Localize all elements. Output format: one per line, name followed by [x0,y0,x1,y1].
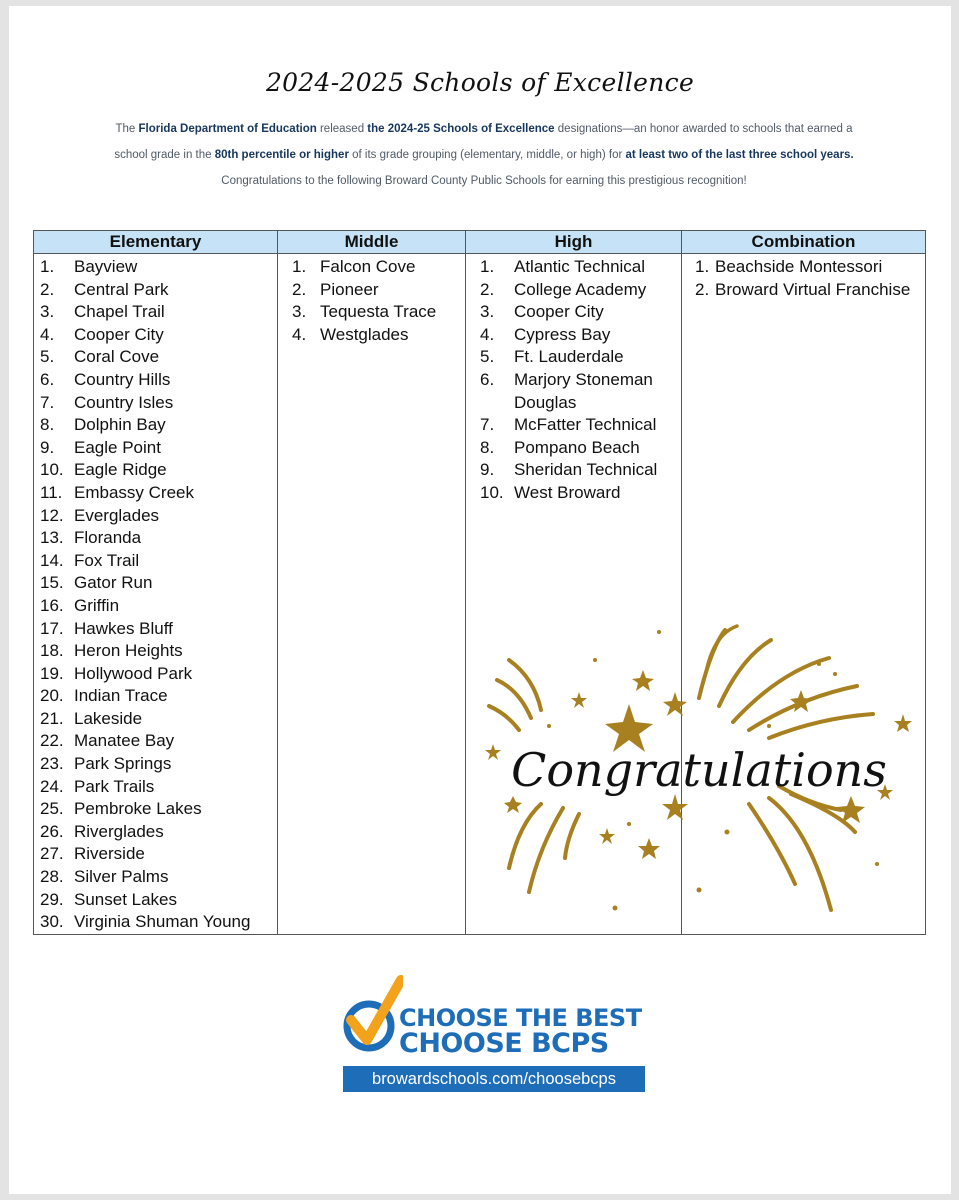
school-name: Country Isles [74,392,174,412]
list-item-number: 8. [40,415,55,435]
school-name: Sunset Lakes [74,889,178,909]
elementary-list-item [34,843,277,866]
school-name: Sheridan Technical [514,460,658,480]
list-item-number: 2. [480,279,495,299]
elementary-list-item [34,505,277,528]
school-name: Fox Trail [74,550,140,570]
elementary-list-item [34,685,277,708]
combination-list-item [682,256,925,279]
elementary-list-item [34,437,277,460]
list-item-number: 15. [40,573,64,593]
header-middle: Middle [278,231,466,254]
list-item-number: 3. [480,302,495,322]
school-name: Griffin [74,595,120,615]
school-name: Broward Virtual Franchise [715,279,911,299]
list-item-number: 21. [40,708,64,728]
intro-bold-1: Florida Department of Education [138,123,317,135]
school-name: Ft. Lauderdale [514,347,624,367]
elementary-list-item [34,618,277,641]
choose-bcps-logo [343,974,653,1094]
elementary-list-item [34,911,277,934]
elementary-list-item [34,708,277,731]
list-item-number: 3. [40,302,55,322]
school-name: Silver Palms [74,867,169,887]
elementary-list-item [34,798,277,821]
elementary-list-item [34,346,277,369]
list-item-number: 10. [480,482,504,502]
list-item-number: 1. [695,257,710,276]
page-title: 2024-2025 Schools of Excellence [265,68,695,97]
school-name: Heron Heights [74,641,183,661]
logo-line-2: CHOOSE BCPS [399,1028,609,1059]
high-list-item [466,369,681,414]
school-name: Riverside [74,844,145,864]
list-item-number: 10. [40,460,64,480]
list-item-number: 4. [480,324,495,344]
school-name: Falcon Cove [320,257,416,276]
intro-text-1: The [115,123,139,135]
table-header-row [34,231,926,254]
high-list [466,256,681,505]
school-name: West Broward [514,482,621,502]
elementary-list-item [34,572,277,595]
list-item-number: 22. [40,731,64,751]
high-list-item [466,279,681,302]
elementary-list [34,256,277,934]
list-item-number: 4. [40,324,55,344]
high-list-item [466,482,681,505]
intro-bold-2: the 2024-25 Schools of Excellence [367,123,555,135]
list-item-number: 17. [40,618,64,638]
list-item-number: 1. [292,257,307,276]
list-item-number: 1. [40,257,55,276]
elementary-list-item [34,866,277,889]
list-item-number: 2. [292,279,307,299]
school-name: Pembroke Lakes [74,799,202,819]
middle-list-item [278,256,465,279]
elementary-list-item [34,776,277,799]
school-name: McFatter Technical [514,415,657,435]
list-item-number: 23. [40,754,64,774]
elementary-list-item [34,730,277,753]
intro-bold-4: at least two of the last three school years. [625,149,854,161]
header-combination: Combination [682,231,926,254]
high-list-item [466,346,681,369]
elementary-list-item [34,301,277,324]
school-name: Central Park [74,279,169,299]
list-item-number: 16. [40,595,64,615]
congratulations-graphic [479,618,919,918]
school-name: Pioneer [320,279,379,299]
school-name: Cypress Bay [514,324,611,344]
school-name: Pompano Beach [514,437,640,457]
high-list-item [466,256,681,279]
intro-text-3: designations—an honor awarded to schools that earned a school grade in the [114,123,853,161]
list-item-number: 25. [40,799,64,819]
combination-list [682,256,925,301]
list-item-number: 30. [40,912,64,932]
header-high: High [466,231,682,254]
elementary-list-item [34,663,277,686]
high-list-item [466,301,681,324]
school-name: Floranda [74,528,142,548]
list-item-number: 9. [40,437,55,457]
middle-list [278,256,465,346]
list-item-number: 24. [40,776,64,796]
list-item-number: 5. [480,347,495,367]
list-item-number: 11. [40,482,63,502]
list-item-number: 28. [40,867,64,887]
intro-bold-3: 80th percentile or higher [214,149,349,161]
elementary-list-item [34,459,277,482]
school-name: Dolphin Bay [74,415,166,435]
school-name: Cooper City [74,324,164,344]
middle-list-item [278,279,465,302]
high-list-item [466,414,681,437]
elementary-list-item [34,414,277,437]
elementary-list-item [34,889,277,912]
list-item-number: 5. [40,347,55,367]
school-name: Indian Trace [74,686,168,706]
list-item-number: 26. [40,821,64,841]
school-name: Country Hills [74,369,171,389]
intro-text-4: of its grade grouping (elementary, middle, or high) for [348,149,626,161]
intro-paragraph [104,116,864,194]
list-item-number: 2. [40,279,55,299]
school-name: Park Trails [74,776,155,796]
school-name: Virginia Shuman Young [74,912,251,932]
list-item-number: 27. [40,844,64,864]
middle-list-item [278,301,465,324]
list-item-number: 1. [480,257,495,276]
logo-url-banner: browardschools.com/choosebcps [343,1066,645,1092]
school-name: Westglades [320,324,409,344]
school-name: Eagle Ridge [74,460,167,480]
list-item-number: 14. [40,550,64,570]
list-item-number: 4. [292,324,307,344]
school-name: Cooper City [514,302,604,322]
elementary-list-item [34,279,277,302]
school-name: Riverglades [74,821,164,841]
school-name: Marjory Stoneman Douglas [514,369,653,412]
list-item-number: 6. [480,369,495,389]
intro-text-5: Congratulations to the following Broward County Public Schools for earning this prestigious recognition! [221,175,747,187]
header-elementary: Elementary [34,231,278,254]
list-item-number: 2. [695,279,710,299]
school-name: Hawkes Bluff [74,618,173,638]
middle-cell [278,254,466,935]
elementary-list-item [34,753,277,776]
checkmark-circle-icon [343,974,403,1052]
school-name: Everglades [74,505,160,525]
list-item-number: 12. [40,505,64,525]
elementary-list-item [34,821,277,844]
elementary-list-item [34,392,277,415]
school-name: Atlantic Technical [514,257,646,276]
list-item-number: 3. [292,302,307,322]
list-item-number: 7. [480,415,495,435]
school-name: Bayview [74,257,138,276]
intro-text-2: released [316,123,368,135]
list-item-number: 7. [40,392,55,412]
list-item-number: 29. [40,889,64,909]
list-item-number: 18. [40,641,64,661]
school-name: Chapel Trail [74,302,165,322]
logo-line-1: CHOOSE THE BEST [399,1004,642,1032]
document-page [9,6,951,1194]
school-name: Park Springs [74,754,172,774]
list-item-number: 20. [40,686,64,706]
high-list-item [466,324,681,347]
school-name: Lakeside [74,708,143,728]
school-name: College Academy [514,279,647,299]
list-item-number: 19. [40,663,64,683]
elementary-list-item [34,595,277,618]
list-item-number: 13. [40,528,64,548]
high-list-item [466,437,681,460]
elementary-list-item [34,482,277,505]
elementary-list-item [34,369,277,392]
list-item-number: 8. [480,437,495,457]
middle-list-item [278,324,465,347]
school-name: Hollywood Park [74,663,193,683]
school-name: Manatee Bay [74,731,175,751]
school-name: Gator Run [74,573,153,593]
high-list-item [466,459,681,482]
elementary-list-item [34,550,277,573]
school-name: Eagle Point [74,437,161,457]
elementary-list-item [34,527,277,550]
school-name: Beachside Montessori [715,257,883,276]
congratulations-text: Congratulations [511,743,887,797]
school-name: Embassy Creek [74,482,194,502]
elementary-list-item [34,256,277,279]
list-item-number: 9. [480,460,495,480]
elementary-cell [34,254,278,935]
school-name: Coral Cove [74,347,160,367]
combination-list-item [682,279,925,302]
school-name: Tequesta Trace [320,302,437,322]
elementary-list-item [34,324,277,347]
list-item-number: 6. [40,369,55,389]
elementary-list-item [34,640,277,663]
